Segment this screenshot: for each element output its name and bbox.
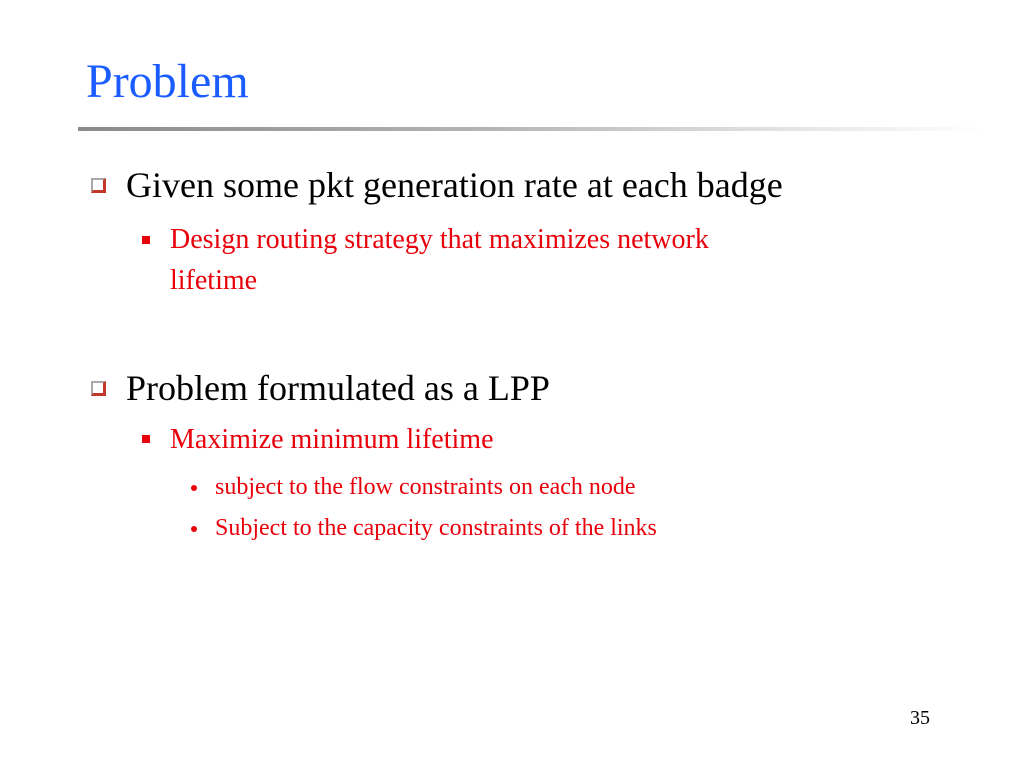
bullet-2-1-2-text: Subject to the capacity constraints of the links [215,515,657,541]
checkbox-square-bullet-icon [91,178,106,193]
square-bullet-icon [142,435,150,443]
bullet-1-text: Given some pkt generation rate at each badge [126,165,783,205]
bullet-2-1-text: Maximize minimum lifetime [170,424,494,455]
bullet-2-1-1-text: subject to the flow constraints on each node [215,474,636,500]
slide-title: Problem [86,55,249,108]
round-bullet-icon [191,526,197,532]
bullet-1-1-text-line2: lifetime [170,265,258,296]
checkbox-square-bullet-icon [91,381,106,396]
bullet-1-1-text-line1: Design routing strategy that maximizes network [170,224,709,255]
title-divider [78,127,984,131]
bullet-2-text: Problem formulated as a LPP [126,368,550,408]
page-number: 35 [910,707,930,729]
round-bullet-icon [191,485,197,491]
square-bullet-icon [142,236,150,244]
